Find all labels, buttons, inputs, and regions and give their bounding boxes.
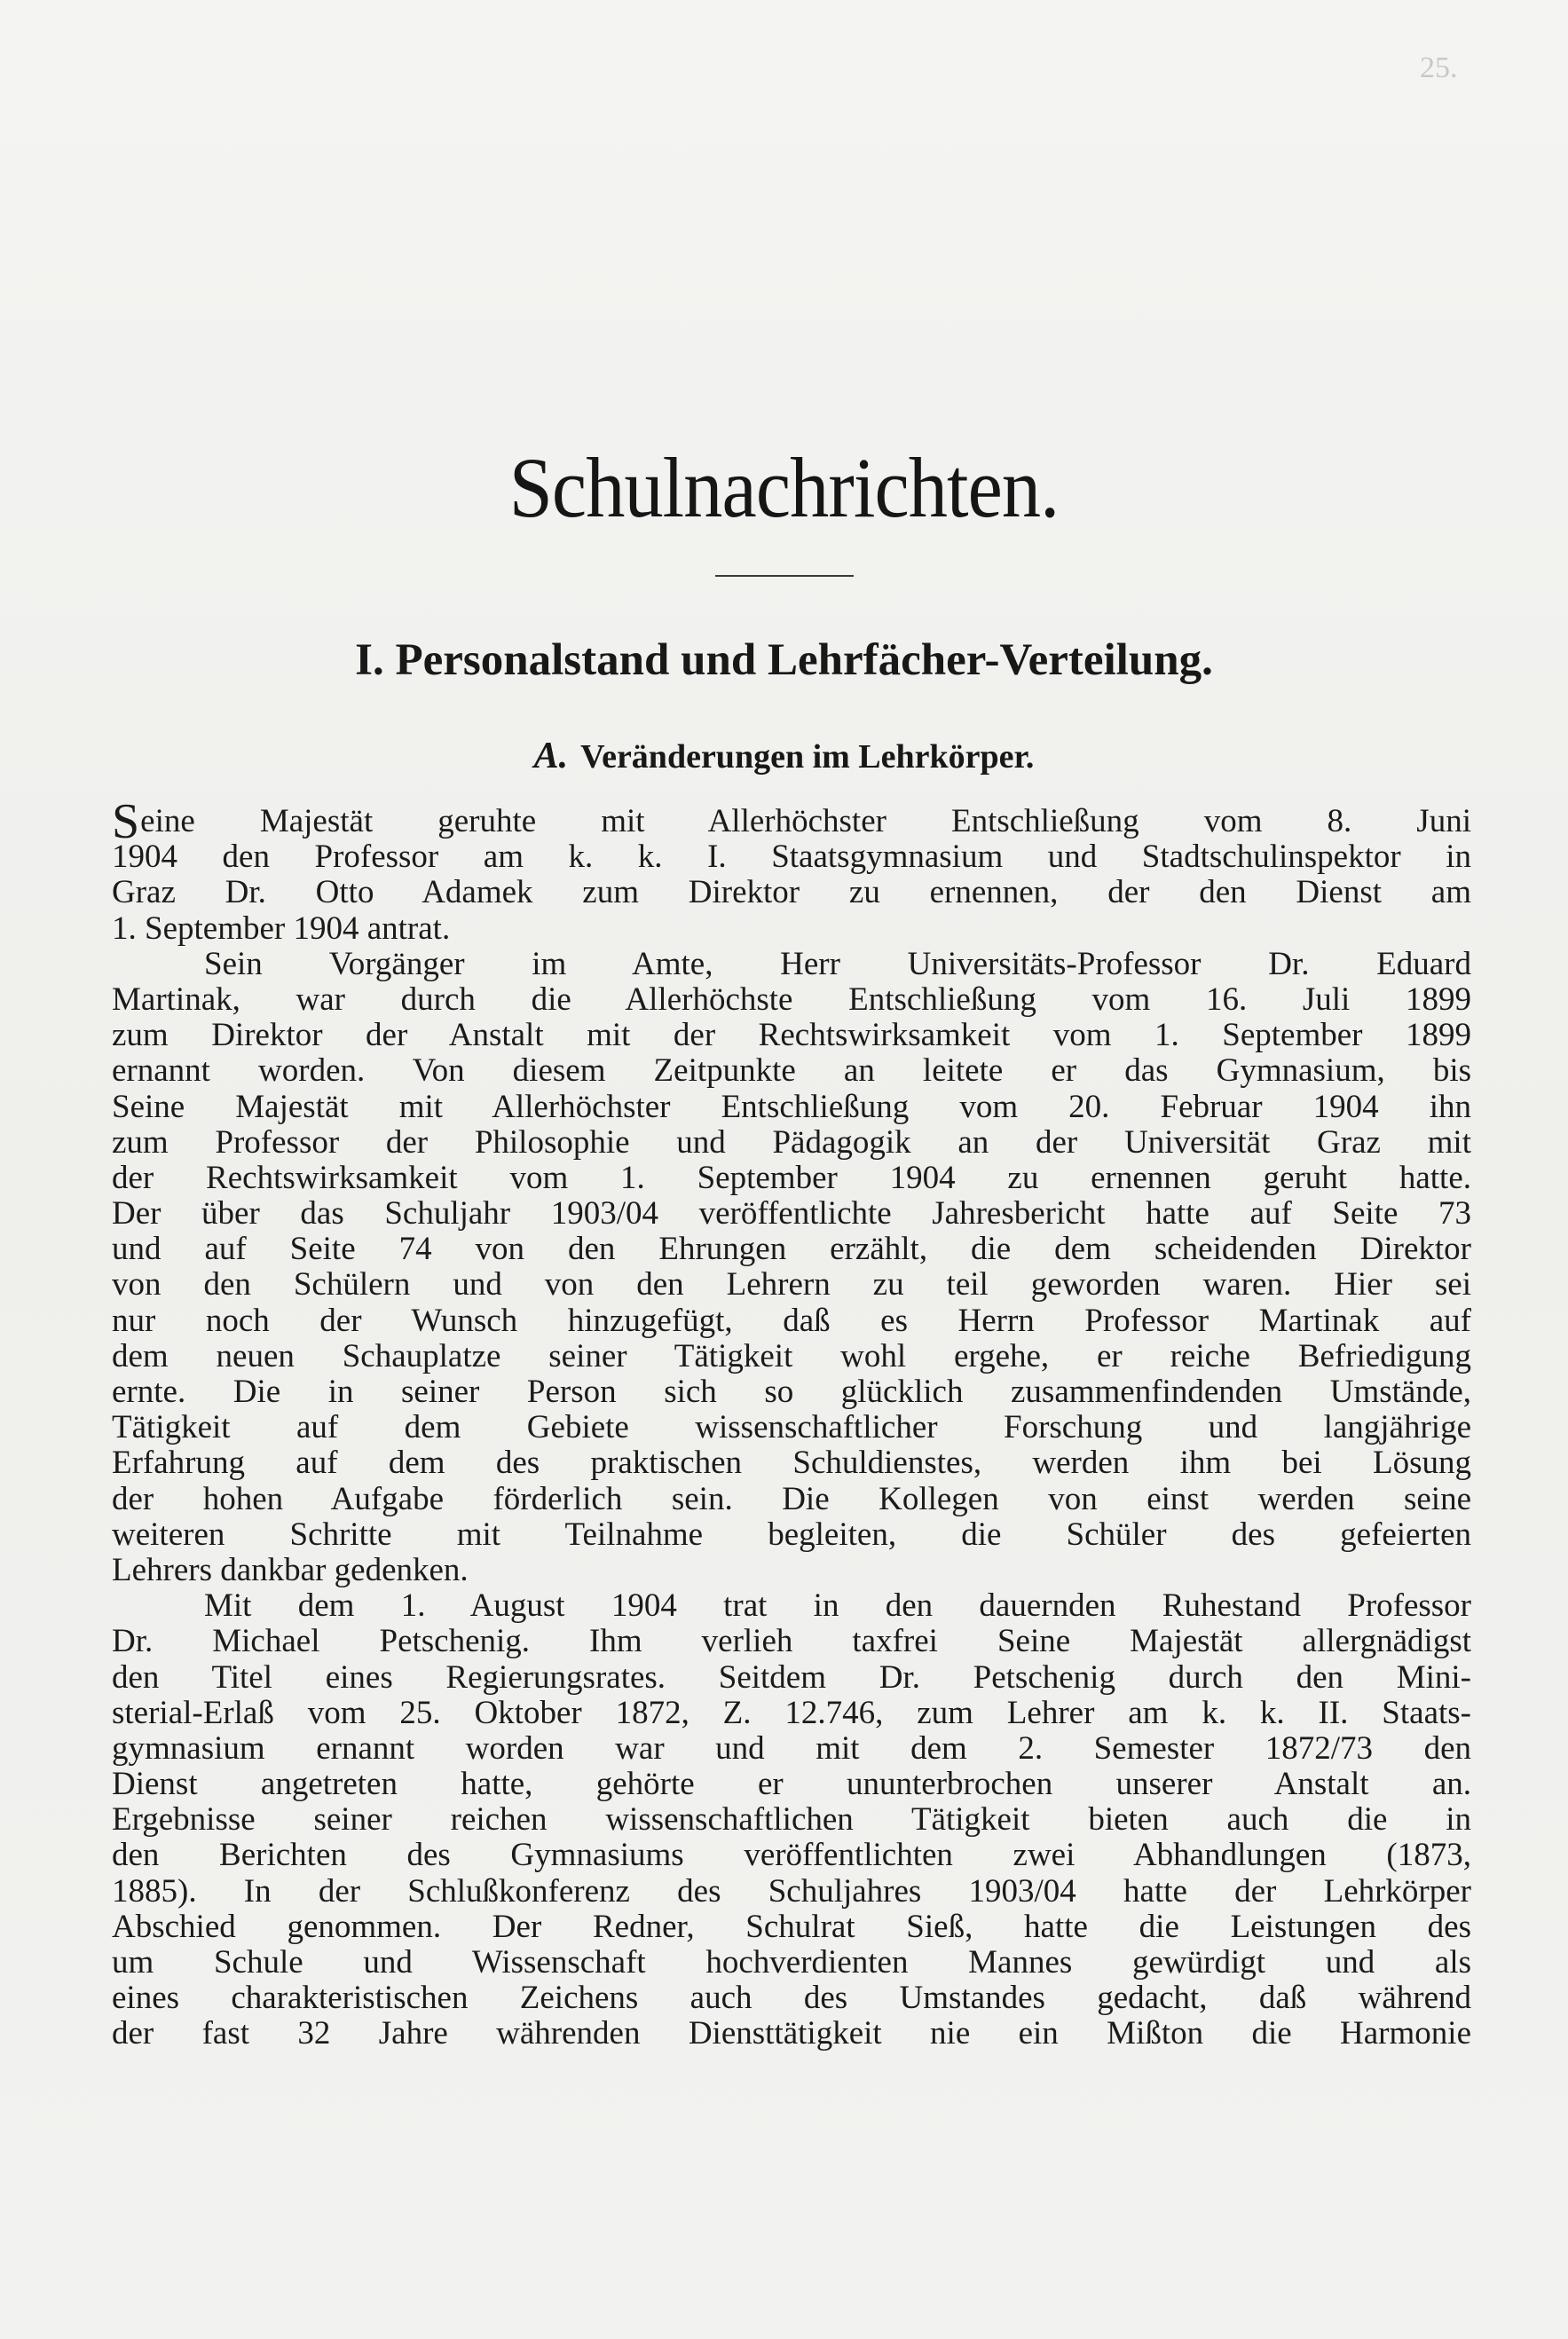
text-line: eines charakteristischen Zeichens auch des Umstandes gedacht, daß während	[112, 1981, 1471, 2017]
subsection-heading	[0, 735, 1568, 777]
text-line: dem neuen Schauplatze seiner Tätigkeit wohl ergehe, er reiche Befriedigung	[112, 1338, 1471, 1374]
page-number: 25.	[1420, 51, 1458, 84]
title-divider	[715, 575, 854, 577]
text-line: Martinak, war durch die Allerhöchste Entschließung vom 16. Juli 1899	[112, 981, 1471, 1018]
text-line: weiteren Schritte mit Teilnahme begleiten, die Schüler des gefeierten	[112, 1516, 1471, 1553]
drop-cap: S	[112, 804, 140, 840]
text-line: Tätigkeit auf dem Gebiete wissenschaftlicher Forschung und langjährige	[112, 1410, 1471, 1446]
text-line: gymnasium ernannt worden war und mit dem 2. Semester 1872/73 den	[112, 1730, 1471, 1767]
text-line: zum Direktor der Anstalt mit der Rechtswirksamkeit vom 1. September 1899	[112, 1018, 1471, 1054]
text-line: Sein Vorgänger im Amte, Herr Universitäts-Professor Dr. Eduard	[204, 946, 1471, 982]
text-line: zum Professor der Philosophie und Pädagogik an der Universität Graz mit	[112, 1124, 1471, 1161]
text-line: von den Schülern und von den Lehrern zu teil geworden waren. Hier sei	[112, 1267, 1471, 1303]
text-line: 1885). In der Schlußkonferenz des Schuljahres 1903/04 hatte der Lehrkörper	[112, 1873, 1471, 1910]
text-line: der Rechtswirksamkeit vom 1. September 1904 zu ernennen geruht hatte.	[112, 1160, 1471, 1196]
body-text	[112, 804, 1471, 2052]
text-line: und auf Seite 74 von den Ehrungen erzählt, die dem scheidenden Direktor	[112, 1232, 1471, 1268]
page-title: Schulnachrichten.	[508, 440, 1060, 535]
text-line: der fast 32 Jahre währenden Diensttätigkeit nie ein Mißton die Harmonie	[112, 2016, 1471, 2052]
text-line: Dr. Michael Petschenig. Ihm verlieh taxfrei Seine Majestät allergnädigst	[112, 1624, 1471, 1660]
text-line: Seine Majestät geruhte mit Allerhöchster Entschließung vom 8. Juni	[112, 804, 1471, 840]
text-line: den Berichten des Gymnasiums veröffentlichten zwei Abhandlungen (1873,	[112, 1838, 1471, 1874]
text-line: Der über das Schuljahr 1903/04 veröffentlichte Jahresbericht hatte auf Seite 73	[112, 1196, 1471, 1233]
text-line: nur noch der Wunsch hinzugefügt, daß es Herrn Professor Martinak auf	[112, 1303, 1471, 1339]
subsection-title: Veränderungen im Lehrkörper.	[580, 738, 1035, 776]
text-line: 1904 den Professor am k. k. I. Staatsgymnasium und Stadtschulinspektor in	[112, 839, 1471, 876]
text-line: sterial-Erlaß vom 25. Oktober 1872, Z. 12.746, zum Lehrer am k. k. II. Staats-	[112, 1695, 1471, 1731]
text-line: Mit dem 1. August 1904 trat in den dauernden Ruhestand Professor	[204, 1588, 1471, 1625]
text-line: Lehrers dankbar gedenken.	[112, 1552, 469, 1588]
text-line: 1. September 1904 antrat.	[112, 910, 451, 947]
text-line: ernannt worden. Von diesem Zeitpunkte an leitete er das Gymnasium, bis	[112, 1053, 1471, 1090]
text-line: Ergebnisse seiner reichen wissenschaftlichen Tätigkeit bieten auch die in	[112, 1802, 1471, 1839]
text-line: Graz Dr. Otto Adamek zum Direktor zu ernennen, der den Dienst am	[112, 875, 1471, 911]
subsection-letter: A.	[533, 736, 569, 776]
text-line: Dienst angetreten hatte, gehörte er ununterbrochen unserer Anstalt an.	[112, 1767, 1471, 1803]
text-line: den Titel eines Regierungsrates. Seitdem Dr. Petschenig durch den Mini-	[112, 1659, 1471, 1696]
section-heading: I. Personalstand und Lehrfächer-Verteilung.	[355, 635, 1213, 685]
text-line: Abschied genommen. Der Redner, Schulrat Sieß, hatte die Leistungen des	[112, 1909, 1471, 1945]
text-line: Seine Majestät mit Allerhöchster Entschließung vom 20. Februar 1904 ihn	[112, 1089, 1471, 1125]
text-line: ernte. Die in seiner Person sich so glücklich zusammenfindenden Umstände,	[112, 1374, 1471, 1410]
text-line: um Schule und Wissenschaft hochverdienten Mannes gewürdigt und als	[112, 1945, 1471, 1981]
text-line: der hohen Aufgabe förderlich sein. Die Kollegen von einst werden seine	[112, 1481, 1471, 1517]
text-line: Erfahrung auf dem des praktischen Schuldienstes, werden ihm bei Lösung	[112, 1445, 1471, 1482]
